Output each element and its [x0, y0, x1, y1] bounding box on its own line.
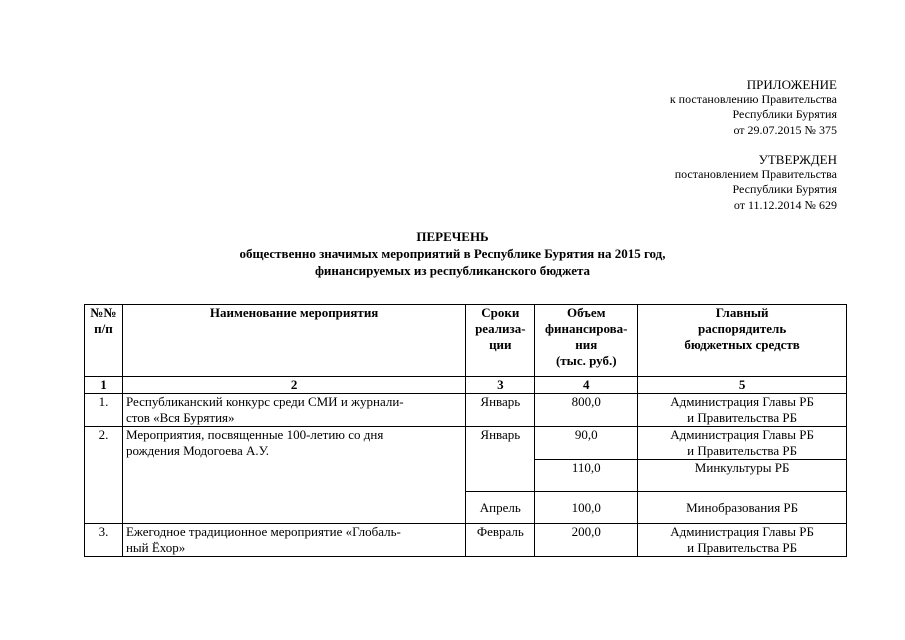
- row-manager: Минкультуры РБ: [638, 460, 847, 492]
- column-number: 5: [638, 377, 847, 394]
- table-row: [85, 427, 847, 460]
- cell-text: Ежегодное традиционное мероприятие «Глобаль-: [125, 524, 401, 539]
- row-amount: 100,0: [535, 492, 638, 524]
- approved-line: постановлением Правительства: [674, 167, 837, 182]
- cell-text: Мероприятия, посвященные 100-летию со дня: [125, 427, 384, 442]
- table-row: [85, 394, 847, 427]
- row-amount: 200,0: [535, 524, 638, 557]
- approved-block: [675, 152, 837, 213]
- column-number: 3: [466, 377, 535, 394]
- cell-text: Администрация Главы РБ: [670, 427, 814, 442]
- header-num: [85, 305, 123, 377]
- appendix-line: к постановлению Правительства: [669, 92, 837, 107]
- cell-text: стов «Вся Бурятия»: [125, 410, 235, 425]
- header-text: ции: [489, 337, 512, 352]
- row-num: 1.: [85, 394, 123, 427]
- appendix-line: Республики Бурятия: [732, 107, 837, 122]
- row-manager: [638, 394, 847, 427]
- cell-text: и Правительства РБ: [687, 443, 798, 458]
- header-text: распорядитель: [698, 321, 787, 336]
- row-term: Январь: [466, 394, 535, 427]
- row-amount: 110,0: [535, 460, 638, 492]
- cell-text: Администрация Главы РБ: [670, 394, 814, 409]
- header-manager: [638, 305, 847, 377]
- header-text: бюджетных средств: [684, 337, 800, 352]
- header-text: финансирова-: [545, 321, 628, 336]
- header-amount: [535, 305, 638, 377]
- row-num: 3.: [85, 524, 123, 557]
- appendix-block: [670, 77, 837, 138]
- header-term: [466, 305, 535, 377]
- row-term: Февраль: [466, 524, 535, 557]
- events-table: [84, 304, 847, 557]
- header-text: п/п: [94, 321, 113, 336]
- header-text: Наименование мероприятия: [209, 305, 379, 320]
- row-name: [122, 524, 465, 557]
- header-text: ния: [575, 337, 598, 352]
- row-amount: 90,0: [535, 427, 638, 460]
- column-number: 2: [122, 377, 465, 394]
- row-amount: 800,0: [535, 394, 638, 427]
- header-name: [122, 305, 465, 377]
- appendix-line: от 29.07.2015 № 375: [733, 122, 837, 137]
- cell-text: Республиканский конкурс среди СМИ и журнали-: [125, 394, 404, 409]
- approved-line: Республики Бурятия: [732, 182, 837, 197]
- row-term: Апрель: [466, 492, 535, 524]
- approved-title: УТВЕРЖДЕН: [758, 152, 837, 167]
- row-manager: Минобразования РБ: [638, 492, 847, 524]
- header-text: Сроки: [481, 305, 520, 320]
- document-title: [0, 228, 905, 279]
- header-text: Главный: [715, 305, 769, 320]
- table-header-row: [85, 305, 847, 377]
- approved-line: от 11.12.2014 № 629: [733, 197, 837, 212]
- cell-text: Администрация Главы РБ: [670, 524, 814, 539]
- row-manager: [638, 524, 847, 557]
- cell-text: и Правительства РБ: [687, 410, 798, 425]
- title-line: ПЕРЕЧЕНЬ: [416, 229, 489, 244]
- header-text: реализа-: [475, 321, 526, 336]
- row-manager: [638, 427, 847, 460]
- column-number: 4: [535, 377, 638, 394]
- header-text: №№: [90, 305, 117, 320]
- title-line: финансируемых из республиканского бюджета: [314, 263, 591, 278]
- row-name: [122, 427, 465, 524]
- cell-text: и Правительства РБ: [687, 540, 798, 555]
- column-number-row: [85, 377, 847, 394]
- column-number: 1: [85, 377, 123, 394]
- table-row: [85, 524, 847, 557]
- cell-text: рождения Модогоева А.У.: [125, 443, 270, 458]
- appendix-title: ПРИЛОЖЕНИЕ: [746, 77, 837, 92]
- header-text: Объем: [567, 305, 606, 320]
- title-line: общественно значимых мероприятий в Республике Бурятия на 2015 год,: [239, 246, 666, 261]
- header-text: (тыс. руб.): [555, 353, 617, 368]
- row-num: 2.: [85, 427, 123, 524]
- row-name: [122, 394, 465, 427]
- cell-text: ный Ёхор»: [125, 540, 186, 555]
- row-term: Январь: [466, 427, 535, 492]
